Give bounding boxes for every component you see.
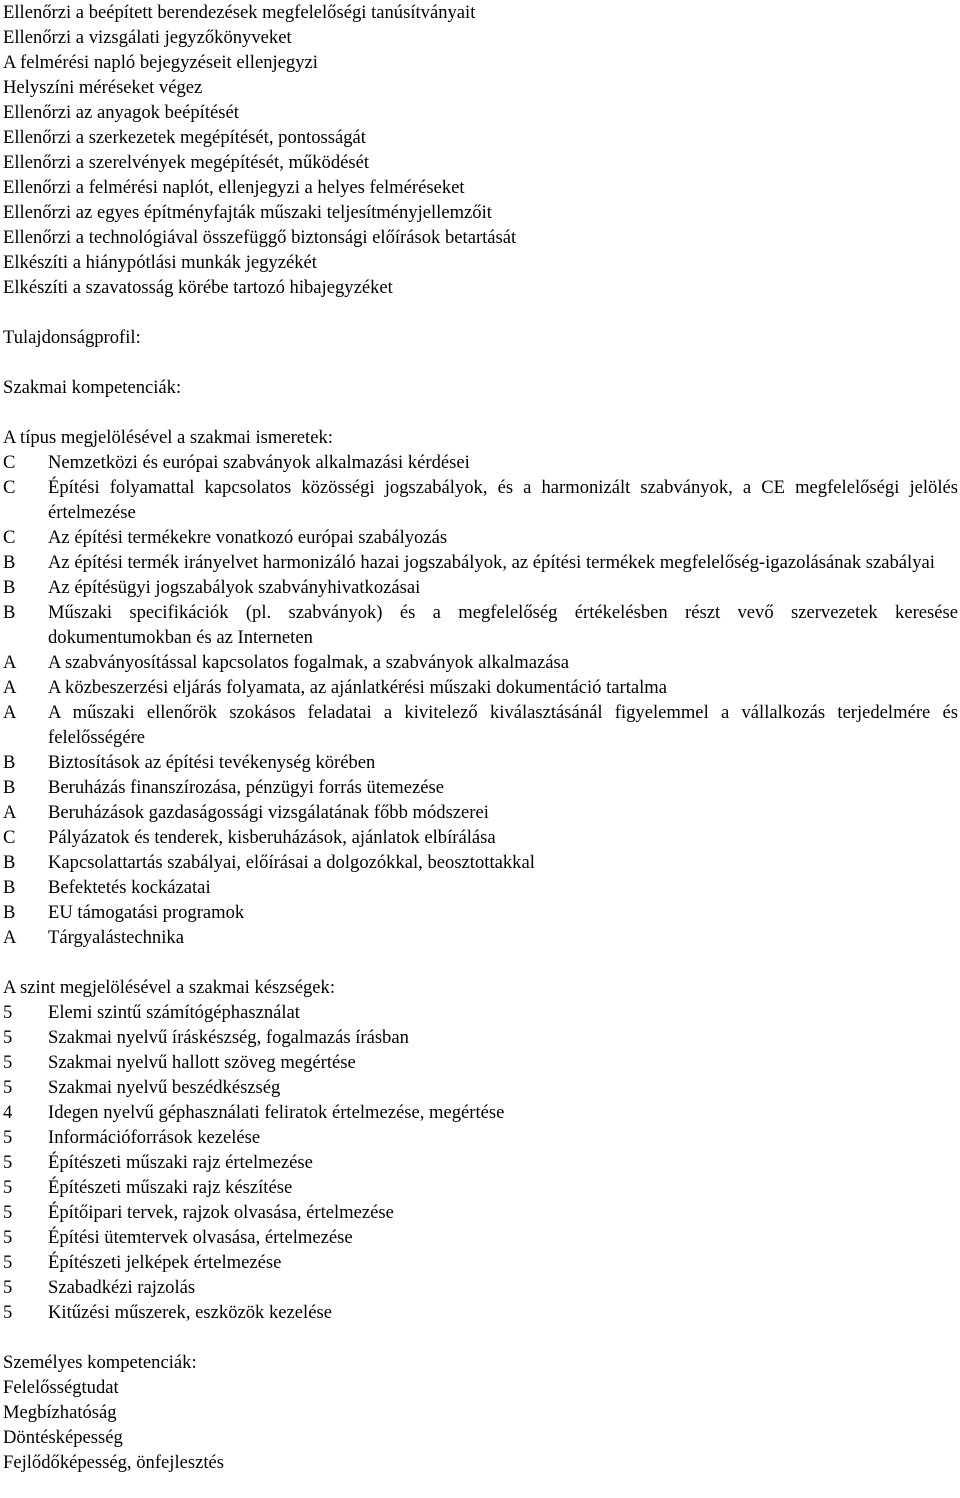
- knowledge-text: Tárgyalástechnika: [48, 927, 184, 948]
- type-mark: A: [3, 677, 17, 698]
- spacer: [3, 400, 958, 425]
- skill-text: Építészeti jelképek értelmezése: [48, 1252, 282, 1273]
- skill-item: [3, 1025, 958, 1050]
- knowledge-item: [3, 700, 958, 750]
- knowledge-text: Műszaki specifikációk (pl. szabványok) és a megfelelőség értékelésben részt vevő szervezetek keresése dokumentumokban és az Interneten: [48, 602, 958, 648]
- knowledge-item: [3, 900, 958, 925]
- task-item: Ellenőrzi a beépített berendezések megfelelőségi tanúsítványait: [3, 2, 476, 23]
- knowledge-item: [3, 600, 958, 650]
- knowledge-item: [3, 825, 958, 850]
- knowledge-item: [3, 650, 958, 675]
- knowledge-text: Pályázatok és tenderek, kisberuházások, ajánlatok elbírálása: [48, 827, 496, 848]
- knowledge-text: Biztosítások az építési tevékenység körében: [48, 752, 376, 773]
- knowledge-item: [3, 525, 958, 550]
- skill-text: Építészeti műszaki rajz készítése: [48, 1177, 293, 1198]
- knowledge-text: Kapcsolattartás szabályai, előírásai a dolgozókkal, beosztottakkal: [48, 852, 535, 873]
- personal-item: Döntésképesség: [3, 1427, 123, 1448]
- skill-text: Építőipari tervek, rajzok olvasása, értelmezése: [48, 1202, 394, 1223]
- knowledge-text: Az építési termékekre vonatkozó európai szabályozás: [48, 527, 448, 548]
- spacer: [3, 950, 958, 975]
- knowledge-item: [3, 750, 958, 775]
- knowledge-text: Beruházások gazdaságossági vizsgálatának főbb módszerei: [48, 802, 489, 823]
- task-item: Ellenőrzi a felmérési naplót, ellenjegyzi a helyes felméréseket: [3, 177, 465, 198]
- knowledge-item: [3, 575, 958, 600]
- skill-item: [3, 1050, 958, 1075]
- level-mark: 5: [3, 1027, 13, 1048]
- type-mark: B: [3, 577, 16, 598]
- skill-text: Építészeti műszaki rajz értelmezése: [48, 1152, 313, 1173]
- knowledge-text: Befektetés kockázatai: [48, 877, 211, 898]
- skill-text: Szakmai nyelvű hallott szöveg megértése: [48, 1052, 356, 1073]
- level-mark: 4: [3, 1102, 13, 1123]
- task-item: Ellenőrzi az anyagok beépítését: [3, 102, 239, 123]
- knowledge-text: Az építési termék irányelvet harmonizáló hazai jogszabályok, az építési termékek megfelelőség-igazolásának szabályai: [48, 552, 935, 573]
- task-item: Elkészíti a hiánypótlási munkák jegyzékét: [3, 252, 317, 273]
- knowledge-text: Nemzetközi és európai szabványok alkalmazási kérdései: [48, 452, 470, 473]
- type-mark: B: [3, 852, 16, 873]
- spacer: [3, 300, 958, 325]
- personal-competencies-heading: Személyes kompetenciák:: [3, 1352, 197, 1373]
- knowledge-item: [3, 475, 958, 525]
- skill-item: [3, 1275, 958, 1300]
- task-item: A felmérési napló bejegyzéseit ellenjegyzi: [3, 52, 318, 73]
- skill-item: [3, 1225, 958, 1250]
- knowledge-text: A műszaki ellenőrök szokásos feladatai a kivitelező kiválasztásánál figyelemmel a vállalkozás terjedelmére és felelősségére: [48, 702, 958, 748]
- knowledge-heading: A típus megjelölésével a szakmai ismeretek:: [3, 427, 333, 448]
- skill-text: Szabadkézi rajzolás: [48, 1277, 196, 1298]
- type-mark: A: [3, 652, 17, 673]
- level-mark: 5: [3, 1052, 13, 1073]
- knowledge-item: [3, 550, 958, 575]
- task-item: Ellenőrzi a szerelvények megépítését, működését: [3, 152, 370, 173]
- spacer: [3, 350, 958, 375]
- knowledge-list: [3, 450, 958, 950]
- type-mark: B: [3, 552, 16, 573]
- skill-text: Elemi szintű számítógéphasználat: [48, 1002, 300, 1023]
- personal-list: [3, 1375, 958, 1475]
- skill-item: [3, 1000, 958, 1025]
- skill-item: [3, 1100, 958, 1125]
- level-mark: 5: [3, 1302, 13, 1323]
- type-mark: C: [3, 477, 16, 498]
- level-mark: 5: [3, 1252, 13, 1273]
- task-item: Elkészíti a szavatosság körébe tartozó hibajegyzéket: [3, 277, 393, 298]
- task-list: [3, 0, 958, 300]
- type-mark: B: [3, 752, 16, 773]
- task-item: Ellenőrzi a vizsgálati jegyzőkönyveket: [3, 27, 292, 48]
- task-item: Ellenőrzi a szerkezetek megépítését, pontosságát: [3, 127, 366, 148]
- personal-item: Fejlődőképesség, önfejlesztés: [3, 1452, 225, 1473]
- type-mark: C: [3, 452, 16, 473]
- type-mark: C: [3, 527, 16, 548]
- type-mark: B: [3, 902, 16, 923]
- level-mark: 5: [3, 1177, 13, 1198]
- professional-competencies-title: Szakmai kompetenciák:: [3, 377, 182, 398]
- level-mark: 5: [3, 1227, 13, 1248]
- skills-heading: A szint megjelölésével a szakmai készségek:: [3, 977, 335, 998]
- type-mark: B: [3, 602, 16, 623]
- knowledge-text: EU támogatási programok: [48, 902, 245, 923]
- knowledge-item: [3, 875, 958, 900]
- type-mark: A: [3, 702, 17, 723]
- type-mark: C: [3, 827, 16, 848]
- skill-item: [3, 1125, 958, 1150]
- skill-text: Szakmai nyelvű íráskészség, fogalmazás írásban: [48, 1027, 409, 1048]
- type-mark: B: [3, 777, 16, 798]
- skill-text: Idegen nyelvű géphasználati feliratok értelmezése, megértése: [48, 1102, 505, 1123]
- knowledge-text: Beruházás finanszírozása, pénzügyi forrás ütemezése: [48, 777, 444, 798]
- knowledge-item: [3, 675, 958, 700]
- knowledge-text: A közbeszerzési eljárás folyamata, az ajánlatkérési műszaki dokumentáció tartalma: [48, 677, 667, 698]
- skill-text: Információforrások kezelése: [48, 1127, 261, 1148]
- level-mark: 5: [3, 1152, 13, 1173]
- task-item: Ellenőrzi az egyes építményfajták műszaki teljesítményjellemzőit: [3, 202, 492, 223]
- task-item: Ellenőrzi a technológiával összefüggő biztonsági előírások betartását: [3, 227, 517, 248]
- knowledge-item: [3, 850, 958, 875]
- task-item: Helyszíni méréseket végez: [3, 77, 203, 98]
- level-mark: 5: [3, 1277, 13, 1298]
- skill-item: [3, 1175, 958, 1200]
- level-mark: 5: [3, 1202, 13, 1223]
- skill-text: Szakmai nyelvű beszédkészség: [48, 1077, 281, 1098]
- skill-text: Kitűzési műszerek, eszközök kezelése: [48, 1302, 332, 1323]
- skill-item: [3, 1250, 958, 1275]
- profile-title: Tulajdonságprofil:: [3, 327, 141, 348]
- type-mark: A: [3, 802, 17, 823]
- skill-item: [3, 1300, 958, 1325]
- knowledge-item: [3, 800, 958, 825]
- personal-item: Felelősségtudat: [3, 1377, 119, 1398]
- spacer: [3, 1325, 958, 1350]
- personal-item: Megbízhatóság: [3, 1402, 117, 1423]
- level-mark: 5: [3, 1002, 13, 1023]
- skill-text: Építési ütemtervek olvasása, értelmezése: [48, 1227, 353, 1248]
- skills-list: [3, 1000, 958, 1325]
- type-mark: A: [3, 927, 17, 948]
- type-mark: B: [3, 877, 16, 898]
- level-mark: 5: [3, 1127, 13, 1148]
- knowledge-item: [3, 925, 958, 950]
- knowledge-text: Az építésügyi jogszabályok szabványhivatkozásai: [48, 577, 421, 598]
- skill-item: [3, 1150, 958, 1175]
- skill-item: [3, 1200, 958, 1225]
- knowledge-text: A szabványosítással kapcsolatos fogalmak, a szabványok alkalmazása: [48, 652, 569, 673]
- level-mark: 5: [3, 1077, 13, 1098]
- knowledge-item: [3, 775, 958, 800]
- knowledge-text: Építési folyamattal kapcsolatos közösségi jogszabályok, és a harmonizált szabványok, a CE megfelelőségi jelölés értelmezése: [48, 477, 958, 523]
- skill-item: [3, 1075, 958, 1100]
- knowledge-item: [3, 450, 958, 475]
